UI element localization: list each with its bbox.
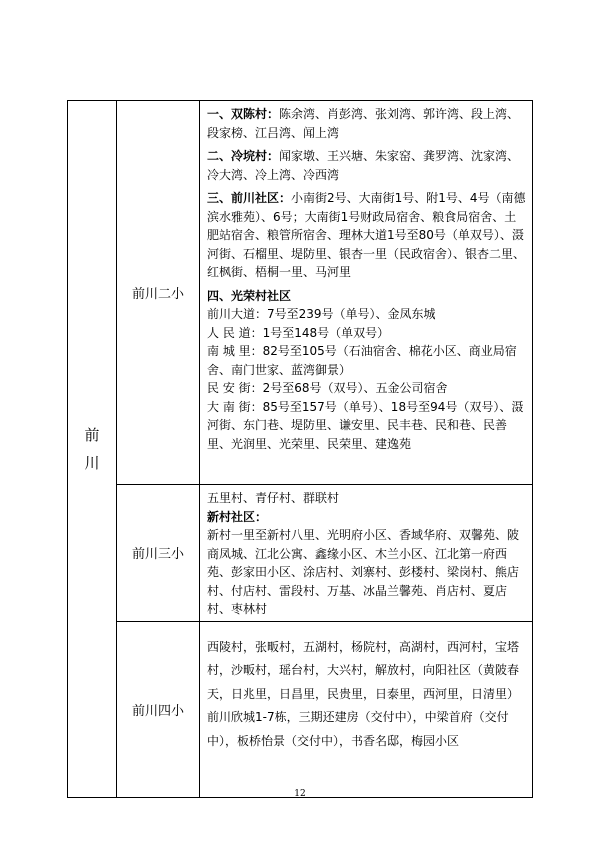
area-title: 一、双陈村： xyxy=(207,107,280,121)
district-cell xyxy=(68,101,117,798)
area-line: 南 城 里：82号至105号（石油宿舍、棉花小区、商业局宿舍、南门世家、蓝湾御景） xyxy=(207,344,517,377)
area-cell xyxy=(200,485,533,622)
area-line: 大 南 街：85号至157号（单号）、18号至94号（双号）、滠河街、东门巷、堤防里、谦安里、民丰巷、民和巷、民善里、光润里、光荣里、民荣里、建逸苑 xyxy=(207,399,524,451)
school-cell xyxy=(117,621,200,797)
area-title: 新村社区： xyxy=(207,509,268,524)
school-cell xyxy=(117,485,200,622)
area-title: 三、前川社区： xyxy=(207,191,292,205)
area-line: 人 民 道：1号至148号（单双号） xyxy=(207,325,390,340)
area-text: 新村一里至新村八里、光明府小区、香域华府、双馨苑、陂商凤城、江北公寓、鑫缘小区、木兰小区、江北第一府西苑、彭家田小区、涂店村、刘寨村、彭楼村、梁岗村、熊店村、付店村、雷段村、万基、冰晶兰馨苑、肖店村、夏店村、枣林村 xyxy=(207,528,520,616)
area-block xyxy=(207,189,528,282)
area-line: 民 安 街：2号至68号（双号）、五金公司宿舍 xyxy=(207,381,448,395)
area-line: 前川大道：7号至239号（单号）、金凤东城 xyxy=(207,307,436,321)
table-row xyxy=(68,485,533,622)
school-name: 前川三小 xyxy=(131,547,184,563)
area-cell xyxy=(200,621,533,797)
area-line: 五里村、青仔村、群联村 xyxy=(207,491,340,505)
area-block xyxy=(207,147,528,184)
area-title: 四、光荣村社区 xyxy=(207,288,292,303)
area-text: 陈余湾、肖彭湾、张刘湾、郭许湾、段上湾、段家榜、江吕湾、闻上湾 xyxy=(207,107,520,140)
area-text: 小南街2号、大南街1号、附1号、4号（南德滨水雅苑）、6号；大南街1号财政局宿舍、粮食局宿舍、土肥站宿舍、粮管所宿舍、理林大道1号至80号（单双号）、滠河街、石榴里、堤防里、银杏一里（民政宿舍）、银杏二里、红枫街、梧桐一里、马河里 xyxy=(207,191,526,279)
area-text: 西陵村，张畈村，五湖村，杨院村，高湖村，西河村，宝塔村，沙畈村，瑶台村，大兴村，解放村，向阳社区（黄陂春天，日兆里，日昌里，民贵里，日泰里，西河里，日清里） 前川欣城1-7栋，三期还建房（交付中），中梁首府（交付中），板桥怡景（交付中），书香名邸，梅园小区 xyxy=(207,639,526,748)
table-row xyxy=(68,621,533,797)
school-name: 前川四小 xyxy=(131,703,184,719)
assignment-table xyxy=(67,100,533,798)
page-number: 12 xyxy=(294,789,306,799)
area-text: 闻家墩、王兴塘、朱家窑、龚罗湾、沈家湾、冷大湾、冷上湾、冷西湾 xyxy=(207,149,520,182)
table-row xyxy=(68,101,533,485)
school-name: 前川二小 xyxy=(131,287,184,302)
school-cell xyxy=(117,101,200,485)
area-block xyxy=(207,105,528,142)
area-title: 二、冷垸村： xyxy=(207,149,280,163)
district-name: 前川 xyxy=(84,425,100,472)
area-cell xyxy=(200,101,533,485)
